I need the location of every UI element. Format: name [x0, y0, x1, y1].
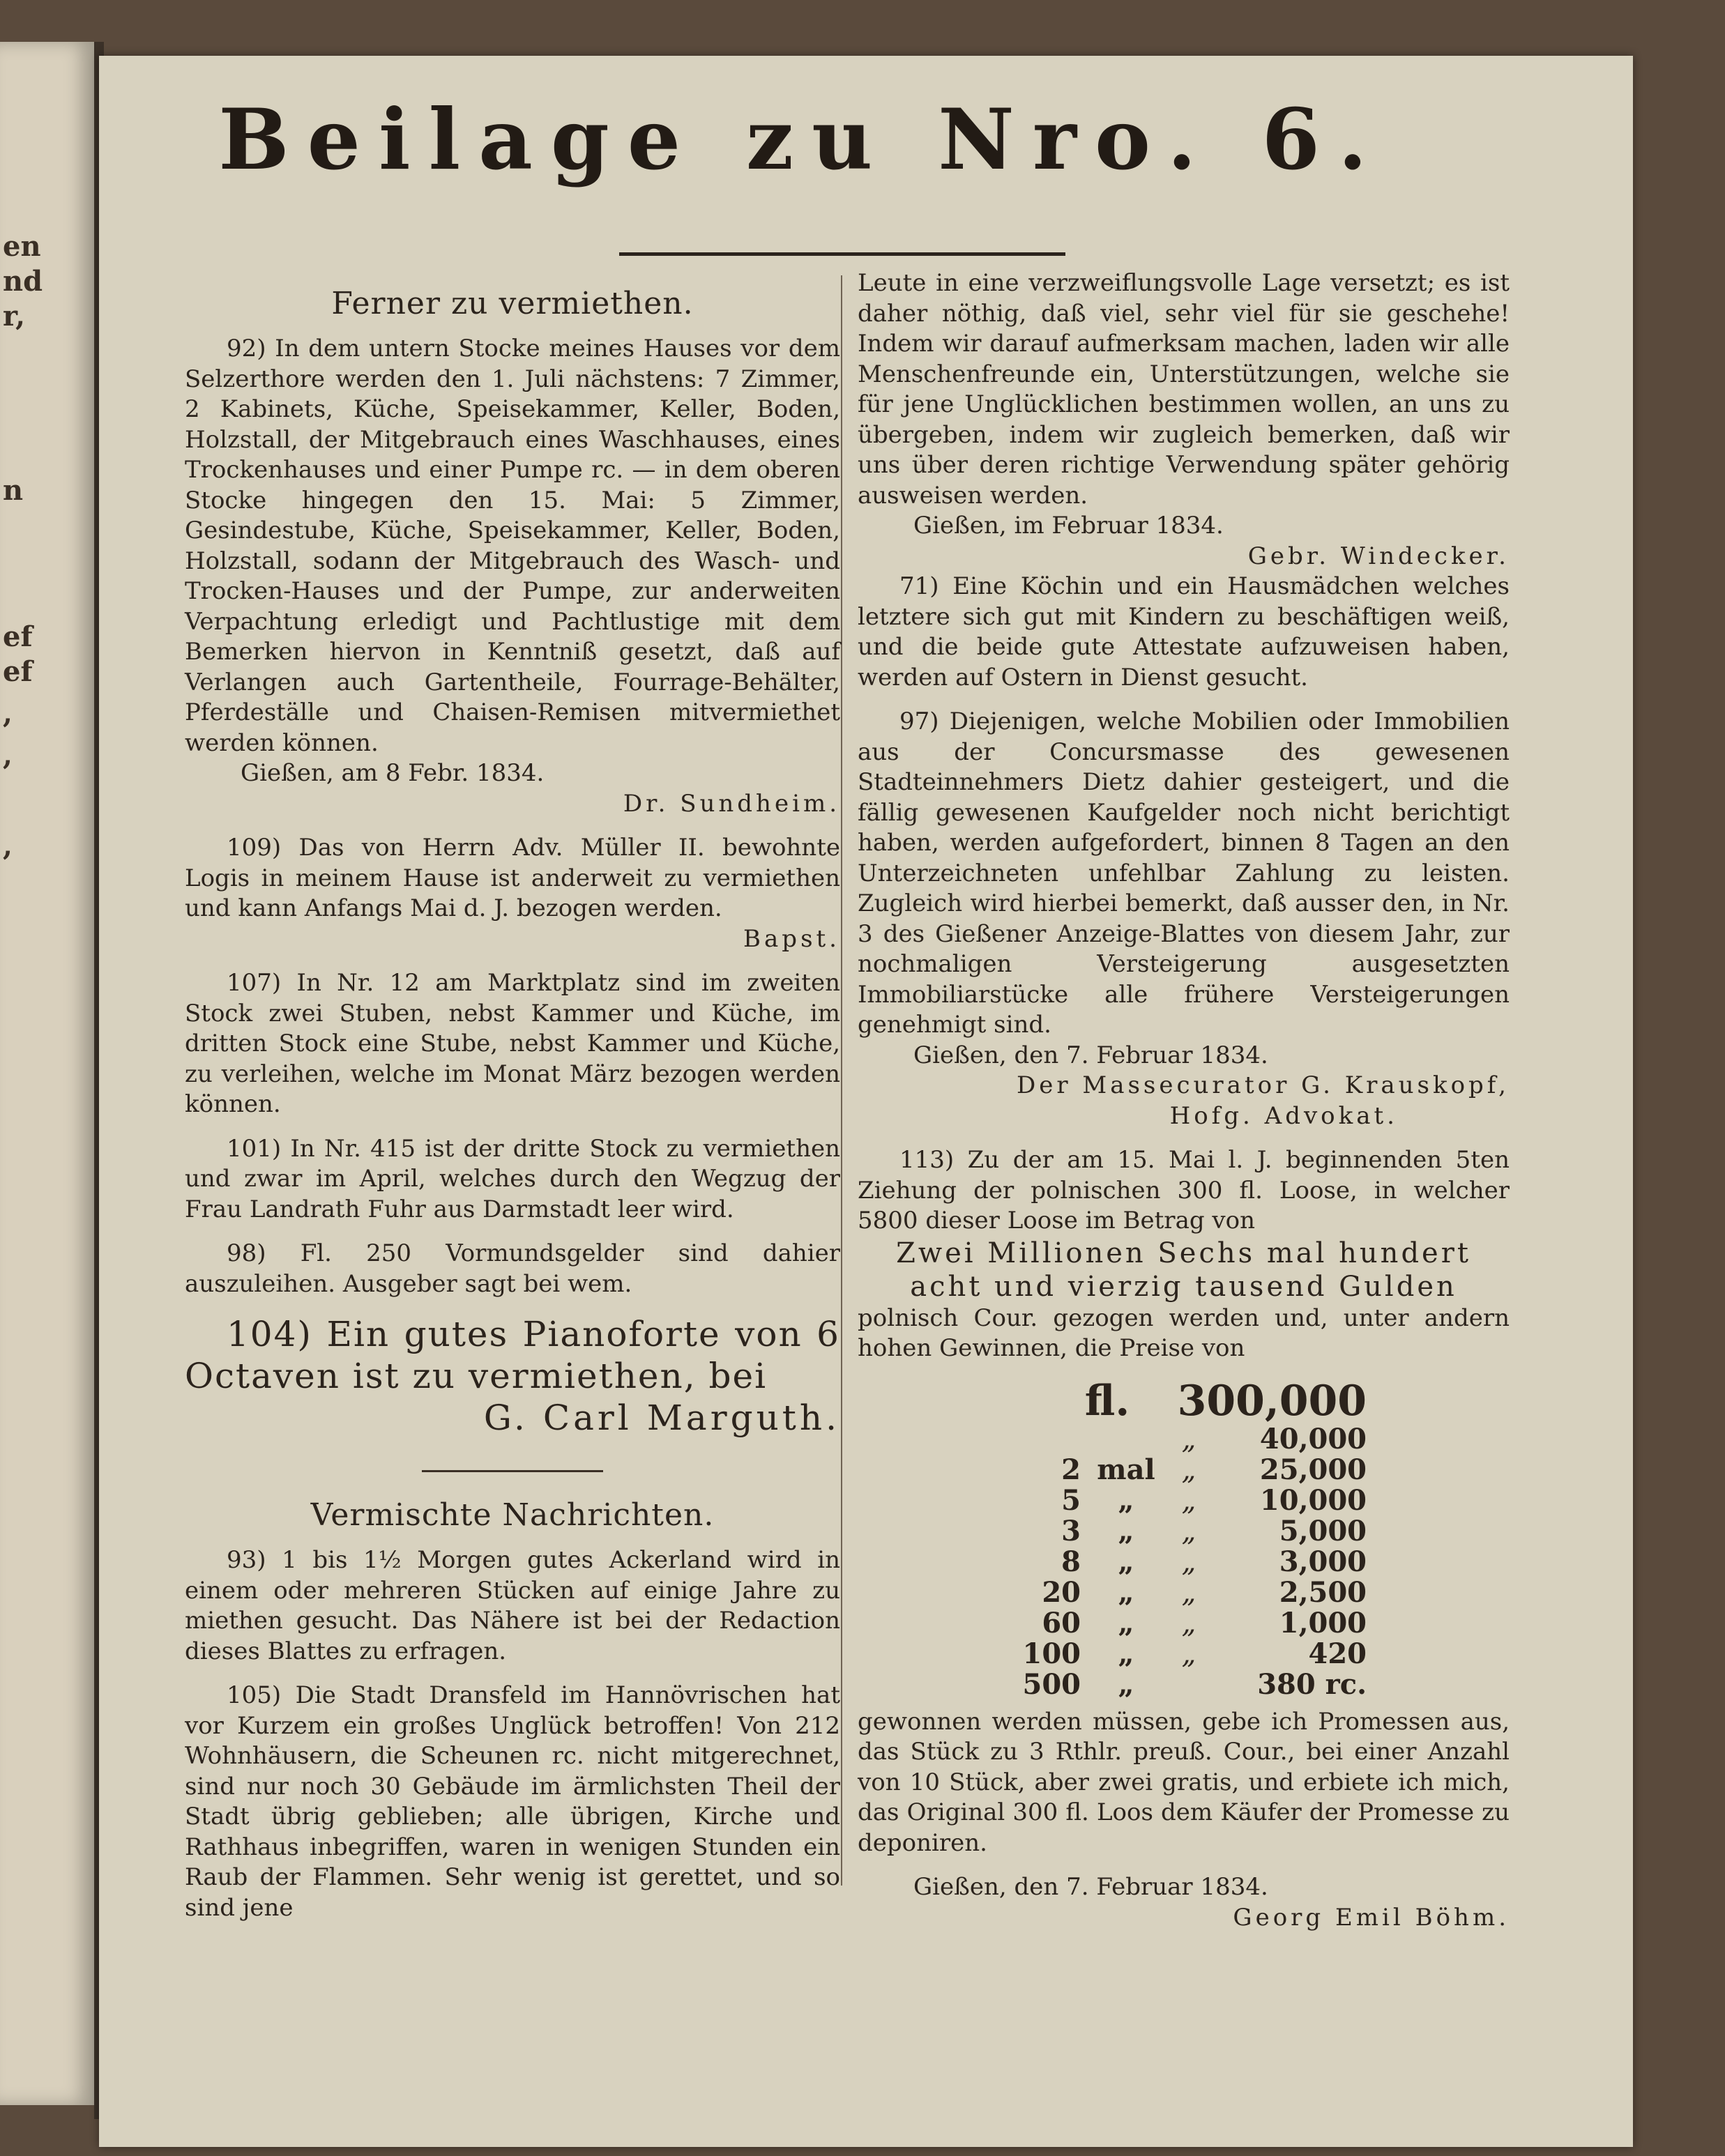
ad-97-date: Gießen, den 7. Februar 1834. — [913, 1041, 1268, 1069]
ad-97-title: Hofg. Advokat. — [1169, 1101, 1398, 1130]
section-heading-rent: Ferner zu vermiethen. — [331, 286, 694, 321]
ad-98: 98) Fl. 250 Vormundsgelder sind dahier auszuleihen. Ausgeber sagt bei wem. — [185, 1239, 840, 1298]
ad-97: 97) Diejenigen, welche Mobilien oder Immobilien aus der Concursmasse des gewesenen Stadteinnehmers Dietz dahier gesteigert, und die fällig gewesenen Kaufgelder noch nicht berichtigt haben, werden aufgefordert, binnen 8 Tagen an den Unterzeichneten unfehlbar Zahlung zu leisten. Zugleich wird hierbei bemerkt, daß ausser den, in Nr. 3 des Gießener Anzeige-Blattes von diesem Jahr, zur nochmaligen Versteigerung ausgesetzten Immobiliarstücke alle frühere Versteigerungen genehmigt sind. — [858, 708, 1510, 1039]
ad-109: 109) Das von Herrn Adv. Müller II. bewohnte Logis in meinem Hause ist anderweit zu vermiethen und kann Anfangs Mai d. J. bezogen werden. — [185, 834, 840, 922]
prev-page-fragment: , — [3, 829, 13, 862]
page-title: Beilage zu Nro. 6. — [218, 91, 1385, 189]
prize-row: 3 „ „ 5,000 — [1061, 1514, 1367, 1547]
prize-row: 8 „ „ 3,000 — [1061, 1545, 1367, 1578]
prize-row: 5 „ „ 10,000 — [1061, 1483, 1367, 1517]
previous-page-edge — [0, 42, 94, 2105]
ad-105: 105) Die Stadt Dransfeld im Hannövrischen hat vor Kurzem ein großes Unglück betroffen! Von 212 Wohnhäusern, die Scheunen rc. nicht mitgerechnet, sind nur noch 30 Gebäude im ärmlichsten Theil der Stadt übrig geblieben; alle übrigen, Kirche und Rathhaus inbegriffen, waren in wenigen Stunden ein Raub der Flammen. Sehr wenig ist gerettet, und so sind jene — [185, 1681, 840, 1922]
prev-page-fragment: n — [3, 474, 24, 507]
ad-105-signature: Gebr. Windecker. — [1247, 542, 1510, 570]
prize-row: fl. 300,000 — [1084, 1376, 1367, 1425]
ad-92: 92) In dem untern Stocke meines Hauses vor dem Selzerthore werden den 1. Juli nächstens: 7 Zimmer, 2 Kabinets, Küche, Speisekammer, Keller, Boden, Holzstall, der Mitgebrauch eines Waschhauses, eines Trockenhauses und einer Pumpe rc. — in dem oberen Stocke hingegen den 15. Mai: 5 Zimmer, Gesindestube, Küche, Speisekammer, Keller, Boden, Holzstall, sodann der Mitgebrauch des Wasch- und Trocken-Hauses und der Pumpe, zur anderweiten Verpachtung erledigt und Pachtlustige mit dem Bemerken hiervon in Kenntniß gesetzt, daß auf Verlangen auch Gartentheile, Fourrage-Behälter, Pferdeställe und Chaisen-Remisen mitvermiethet werden können. — [185, 335, 840, 757]
ad-104-signature: G. Carl Marguth. — [483, 1398, 840, 1438]
ad-105-continued: Leute in eine verzweiflungsvolle Lage versetzt; es ist daher nöthig, daß viel, sehr viel für sie geschehe! Indem wir darauf aufmerksam machen, laden wir alle Menschenfreunde ein, Unterstützungen, welche sie für jene Unglücklichen bestimmen wollen, an uns zu übergeben, indem wir zugleich bemerken, daß wir uns über deren richtige Verwendung später gehörig ausweisen werden. — [858, 269, 1510, 510]
ad-92-signature: Dr. Sundheim. — [623, 789, 840, 818]
prize-row: 20 „ „ 2,500 — [1042, 1575, 1367, 1609]
section-heading-misc: Vermischte Nachrichten. — [310, 1497, 715, 1533]
prev-page-fragment: r, — [3, 300, 26, 332]
ad-97-signature: Der Massecurator G. Krauskopf, — [1016, 1071, 1510, 1099]
prev-page-fragment: , — [3, 697, 13, 730]
ad-113-date: Gießen, den 7. Februar 1834. — [913, 1873, 1268, 1901]
ad-105-date: Gießen, im Februar 1834. — [913, 512, 1224, 540]
left-column — [185, 268, 840, 1923]
title-rule — [619, 252, 1065, 256]
ad-71: 71) Eine Köchin und ein Hausmädchen welches letztere sich gut mit Kindern zu beschäftigen weiß, und die beide gute Attestate aufzuweisen haben, werden auf Ostern in Dienst gesucht. — [858, 572, 1510, 691]
ad-101: 101) In Nr. 415 ist der dritte Stock zu vermiethen und zwar im April, welches durch den Wegzug der Frau Landrath Fuhr aus Darmstadt leer wird. — [185, 1134, 840, 1223]
ad-92-date: Gießen, am 8 Febr. 1834. — [241, 759, 545, 787]
ad-113-sum: Zwei Millionen Sechs mal hundert acht und vierzig tausend Gulden — [896, 1237, 1471, 1303]
prize-table — [976, 1378, 1367, 1700]
right-column — [858, 268, 1510, 1933]
ad-109-signature: Bapst. — [743, 924, 840, 953]
ad-107: 107) In Nr. 12 am Marktplatz sind im zweiten Stock zwei Stuben, nebst Kammer und Küche, im dritten Stock eine Stube, nebst Kammer und Küche, zu verleihen, welche im Monat März bezogen werden können. — [185, 969, 840, 1118]
ad-93: 93) 1 bis 1½ Morgen gutes Ackerland wird in einem oder mehreren Stücken auf einige Jahre zu miethen gesucht. Das Nähere ist bei der Redaction dieses Blattes zu erfragen. — [185, 1546, 840, 1665]
prize-row: 100 „ „ 420 — [1022, 1637, 1367, 1670]
prev-page-fragment: , — [3, 739, 13, 772]
ad-113-signature: Georg Emil Böhm. — [1233, 1903, 1510, 1932]
prize-row: „ 40,000 — [1181, 1422, 1367, 1455]
prev-page-fragment: ef — [3, 620, 33, 653]
prev-page-fragment: en — [3, 230, 41, 263]
column-rule — [841, 275, 842, 1886]
section-separator — [422, 1470, 603, 1472]
prev-page-fragment: ef — [3, 655, 33, 688]
prev-page-fragment: nd — [3, 265, 43, 298]
ad-113-currency: polnisch Cour. gezogen werden und, unter andern hohen Gewinnen, die Preise von — [858, 1303, 1510, 1362]
ad-113-intro: 113) Zu der am 15. Mai l. J. beginnenden 5ten Ziehung der polnischen 300 fl. Loose, in welcher 5800 dieser Loose im Betrag von — [858, 1146, 1510, 1234]
ad-113-terms: gewonnen werden müssen, gebe ich Promessen aus, das Stück zu 3 Rthlr. preuß. Cour., bei einer Anzahl von 10 Stück, aber zwei gratis, und erbiete ich mich, das Original 300 fl. Loos dem Käufer der Promesse zu deponiren. — [858, 1707, 1510, 1857]
ad-104: 104) Ein gutes Pianoforte von 6 Octaven ist zu vermiethen, bei — [185, 1314, 840, 1396]
prize-row: 60 „ „ 1,000 — [1042, 1606, 1367, 1639]
prize-row: 2 mal „ 25,000 — [1061, 1453, 1367, 1486]
prize-row: 500 „ 380 rc. — [1022, 1667, 1367, 1701]
